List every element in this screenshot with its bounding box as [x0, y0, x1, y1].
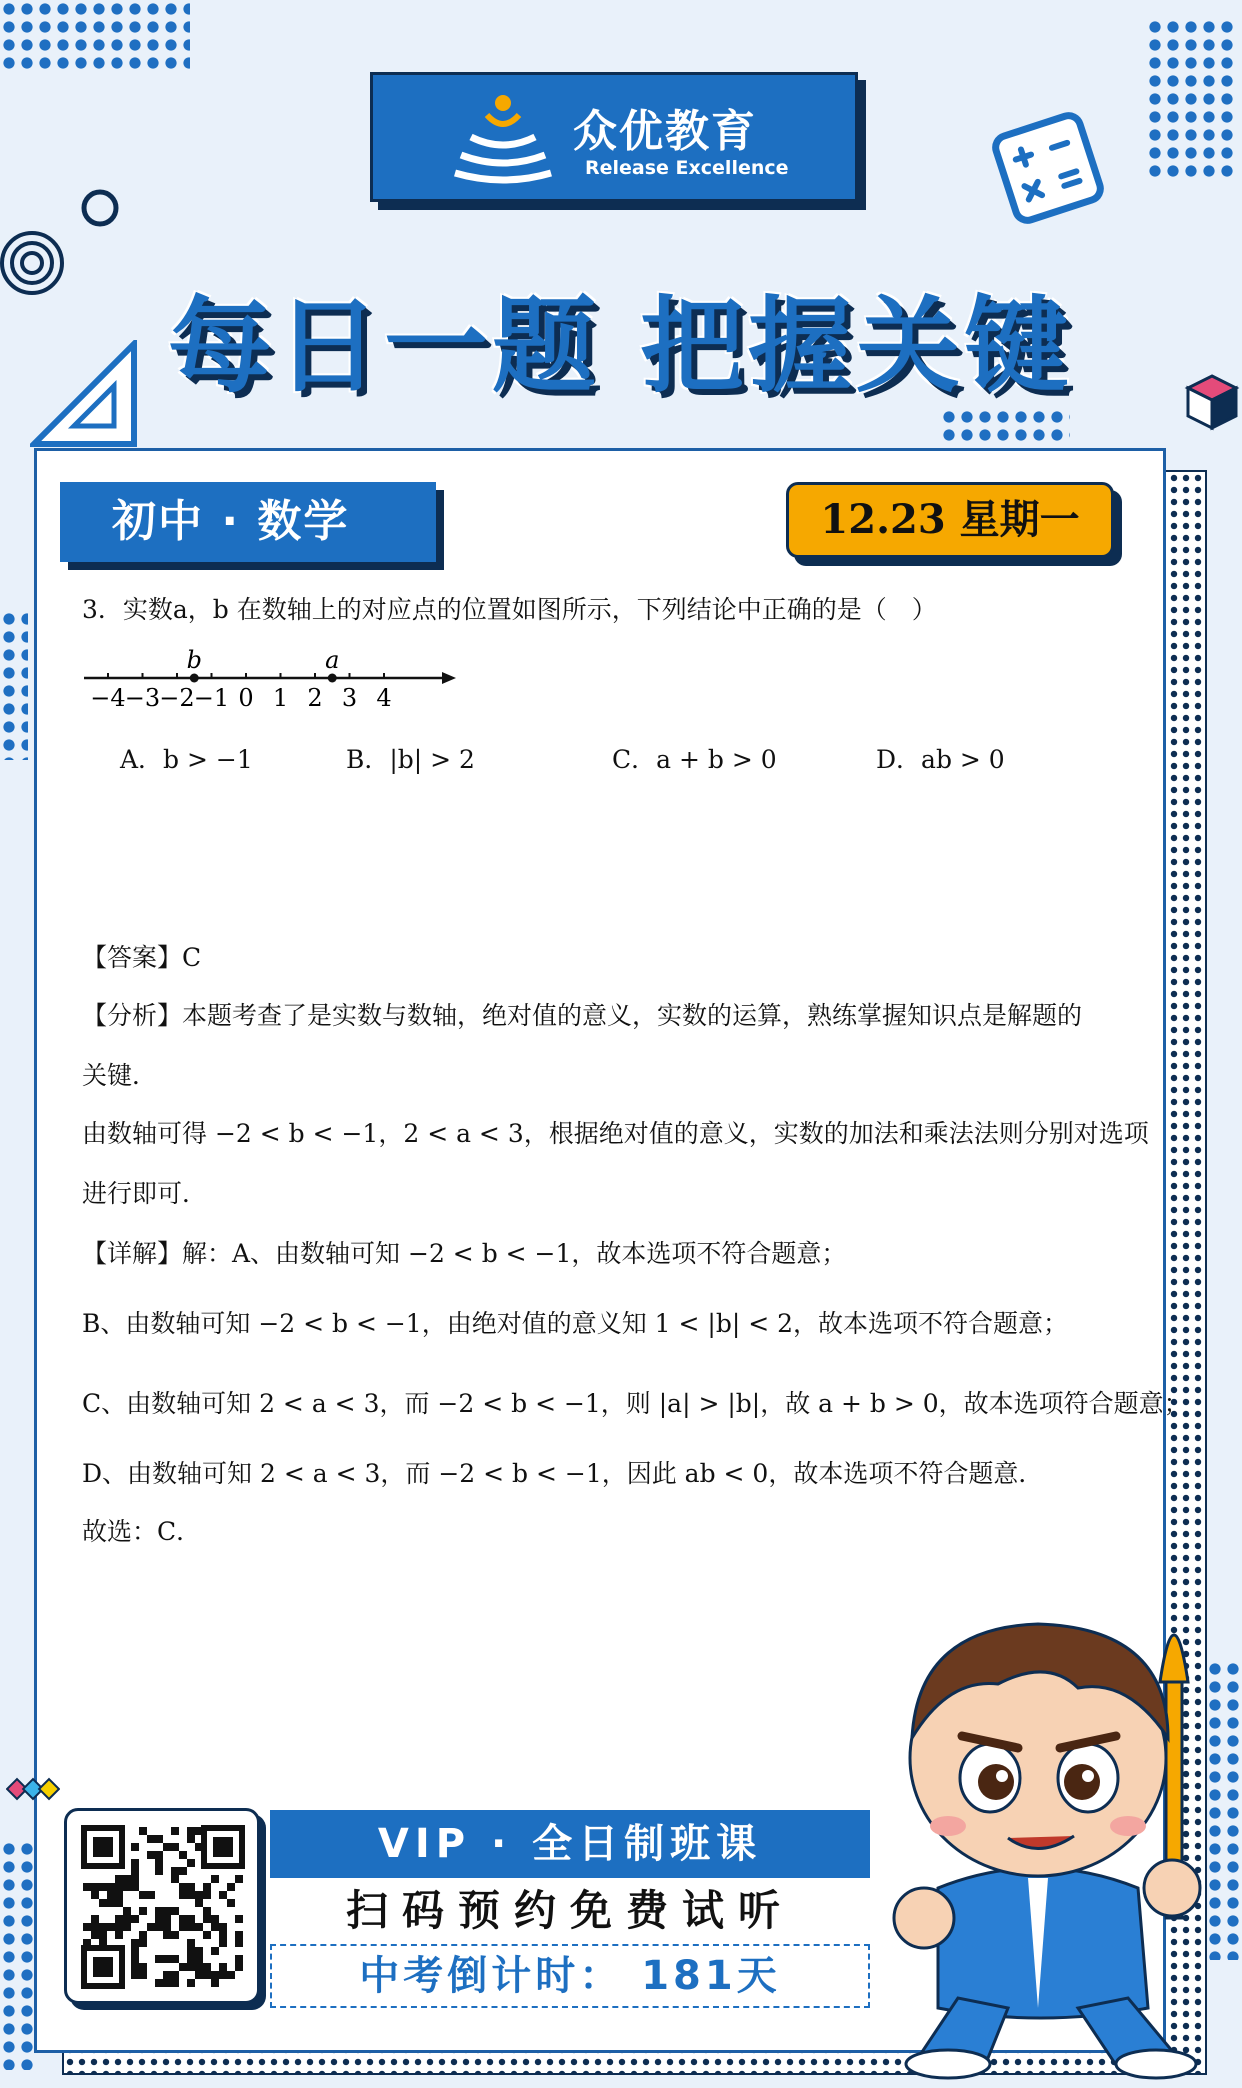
option-c: C．a + b > 0 [612, 745, 777, 774]
detail-line: C、由数轴可知 2 < a < 3，而 −2 < b < −1，则 |a| > |b|，故 a + b > 0，故本选项符合题意； [82, 1389, 1189, 1418]
number-line-tick-label: 1 [272, 684, 289, 710]
calculator-icon [990, 110, 1110, 230]
decorative-dots [0, 0, 190, 74]
number-line-point-label: b [186, 646, 202, 674]
mascot-illustration [878, 1588, 1208, 2084]
number-line [78, 640, 468, 710]
detail-line: B、由数轴可知 −2 < b < −1，由绝对值的意义知 1 < |b| < 2，故本选项不符合题意； [82, 1309, 1069, 1338]
option-a: A．b > −1 [120, 745, 253, 774]
number-line-tick-label: −3 [124, 684, 161, 710]
analysis-line: 【分析】本题考查了是实数与数轴，绝对值的意义，实数的运算，熟练掌握知识点是解题的 [82, 1001, 1083, 1030]
final-answer: 故选：C． [82, 1517, 202, 1546]
number-line-tick-label: −4 [90, 684, 126, 710]
small-cubes-icon [6, 1776, 60, 1802]
brand-emblem-icon [451, 93, 555, 185]
number-line-tick-label: 4 [376, 684, 392, 710]
brand-slogan: Release Excellence [585, 157, 789, 179]
number-line-point [190, 674, 199, 683]
number-line-tick-label: −2 [159, 684, 195, 710]
triangle-ruler-icon [30, 340, 140, 450]
decorative-dots [0, 610, 28, 760]
date-badge: 12.23 星期一 [786, 482, 1114, 558]
analysis-line: 由数轴可得 −2 < b < −1，2 < a < 3，根据绝对值的意义，实数的加法和乘法法则分别对选项 [82, 1119, 1149, 1148]
brand-name: 众优教育 [573, 106, 757, 157]
decorative-dots [1146, 18, 1236, 178]
answer: 【答案】C [82, 943, 202, 972]
detail-line: 【详解】解：A、由数轴可知 −2 < b < −1，故本选项不符合题意； [82, 1239, 847, 1268]
headline: 每日一题 把握关键 [167, 285, 1073, 407]
detail-line: D、由数轴可知 2 < a < 3，而 −2 < b < −1，因此 ab < 0，故本选项不符合题意． [82, 1459, 1044, 1488]
vip-banner: VIP · 全日制班课 [270, 1810, 870, 1878]
number-line-point-label: a [325, 646, 340, 674]
number-line-tick-label: 0 [238, 684, 254, 710]
decorative-dots [940, 408, 1070, 444]
number-line-point [328, 674, 337, 683]
number-line-tick-label: −1 [193, 684, 230, 710]
analysis-line: 进行即可． [82, 1179, 208, 1208]
option-d: D．ab > 0 [876, 745, 1005, 774]
concentric-circles-icon [0, 218, 80, 308]
scan-prompt: 扫码预约免费试听 [345, 1886, 794, 1935]
number-line-tick-label: 2 [307, 684, 323, 710]
qr-code[interactable] [64, 1808, 260, 2004]
exam-countdown: 中考倒计时： 181天 [270, 1944, 870, 2008]
analysis-line: 关键． [82, 1061, 158, 1090]
ring-icon [78, 186, 122, 230]
decorative-dots [1206, 1660, 1242, 1960]
decorative-dots [0, 1840, 34, 2070]
cube-icon [1184, 372, 1240, 432]
subject-label: 初中 · 数学 [60, 482, 436, 562]
question-stem: 3．实数a，b 在数轴上的对应点的位置如图所示，下列结论中正确的是（ ） [82, 595, 937, 624]
number-line-tick-label: 3 [341, 684, 358, 710]
brand-logo [370, 72, 858, 202]
qr-code-icon [81, 1825, 245, 1989]
option-b: B．|b| > 2 [346, 745, 475, 774]
